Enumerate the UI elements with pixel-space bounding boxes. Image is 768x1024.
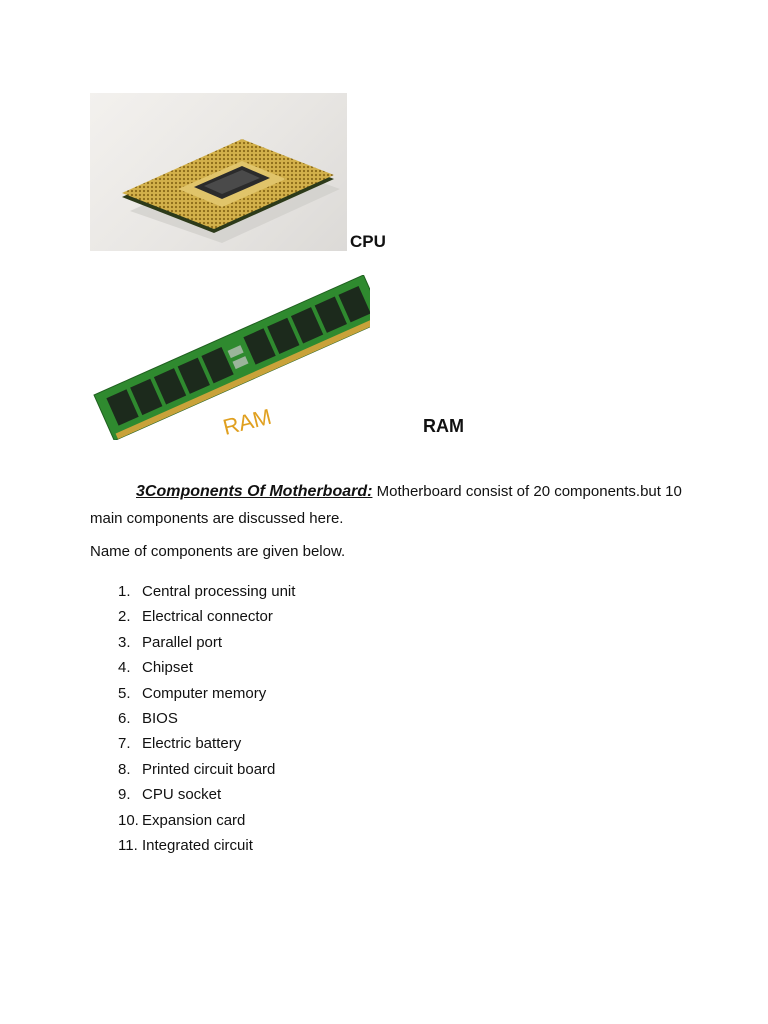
list-item bbox=[118, 658, 295, 683]
list-number: 8. bbox=[118, 760, 131, 778]
list-number: 4. bbox=[118, 659, 131, 677]
list-number: 5. bbox=[118, 684, 131, 702]
list-number: 7. bbox=[118, 735, 131, 753]
list-text: Electrical connector bbox=[142, 608, 273, 626]
list-item bbox=[118, 607, 295, 632]
components-intro: Name of components are given below. bbox=[90, 543, 346, 560]
list-text: Electric battery bbox=[142, 735, 242, 753]
ram-label: RAM bbox=[423, 416, 464, 436]
list-text: Integrated circuit bbox=[142, 836, 253, 854]
section-heading: 3Components Of Motherboard: bbox=[136, 483, 373, 500]
list-text: Computer memory bbox=[142, 684, 267, 702]
list-item bbox=[118, 582, 295, 607]
ram-image bbox=[90, 275, 370, 440]
section-intro-text: Motherboard consist of 20 components.but 10 main components are discussed here. bbox=[90, 483, 682, 527]
list-number: 1. bbox=[118, 583, 131, 600]
ram-watermark-text: RAM bbox=[220, 403, 274, 440]
cpu-label: CPU bbox=[350, 232, 386, 251]
list-item bbox=[118, 785, 295, 810]
ram-illustration bbox=[90, 275, 370, 440]
list-number: 3. bbox=[118, 633, 131, 651]
list-number: 9. bbox=[118, 786, 131, 804]
list-item bbox=[118, 811, 295, 836]
components-list bbox=[118, 582, 295, 861]
list-item bbox=[118, 836, 295, 861]
section-paragraph bbox=[90, 478, 690, 532]
list-text: CPU socket bbox=[142, 786, 222, 804]
cpu-illustration bbox=[90, 93, 347, 251]
list-item bbox=[118, 760, 295, 785]
list-text: Parallel port bbox=[142, 633, 223, 651]
list-number: 2. bbox=[118, 608, 131, 626]
list-item bbox=[118, 684, 295, 709]
list-item bbox=[118, 633, 295, 658]
cpu-image bbox=[90, 93, 347, 251]
list-number: 10. bbox=[118, 811, 139, 829]
list-item bbox=[118, 734, 295, 759]
list-number: 6. bbox=[118, 709, 131, 727]
list-text: Printed circuit board bbox=[142, 760, 276, 778]
list-text: Central processing unit bbox=[142, 583, 296, 600]
list-item bbox=[118, 709, 295, 734]
list-text: Expansion card bbox=[142, 811, 246, 829]
list-text: BIOS bbox=[142, 709, 178, 727]
list-text: Chipset bbox=[142, 659, 193, 677]
list-number: 11. bbox=[118, 836, 138, 854]
